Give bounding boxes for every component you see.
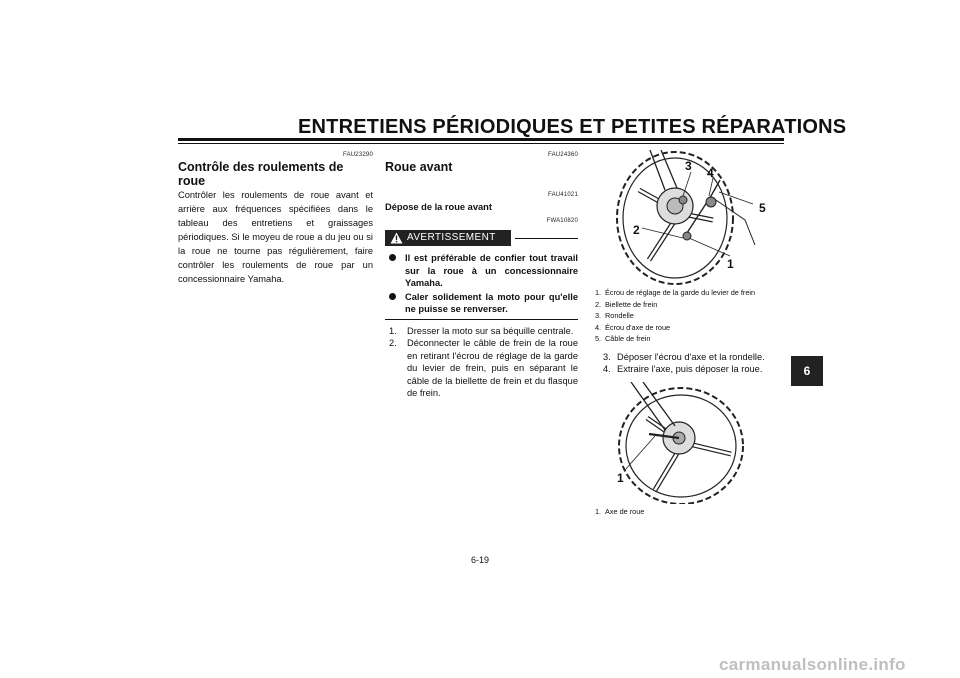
caption-item: 4. Écrou d'axe de roue [595,322,671,332]
procedure-step: 1. Dresser la moto sur sa béquille centrale. [389,325,574,336]
bullet-icon [389,254,396,261]
warning-item: Caler solidement la moto pour qu'elle ne puisse se renverser. [385,291,578,316]
procedure-step: 4. Extraire l'axe, puis déposer la roue. [603,364,763,374]
warning-header [385,230,578,248]
section-body: Contrôler les roulements de roue avant et arrière aux fréquences spécifiées dans le tableau des entretiens et graissages périodiques. Si le moyeu de roue a du jeu ou si la roue ne tourne pas régulièrement, faire contrôler les roulements de roue par un concessionnaire Yamaha. [178,190,373,284]
procedure-step: 3. Déposer l'écrou d'axe et la rondelle. [603,351,765,362]
section-heading: Contrôle des roulements de roue [178,160,344,188]
caption-item: 1. Écrou de réglage de la garde du levier de frein [595,288,756,297]
callout-5: 5 [759,201,766,215]
warning-code: FWA10820 [546,218,578,224]
warning-list [385,252,578,316]
page-number: 6-19 [470,555,489,565]
procedure-steps [385,325,578,400]
watermark: carmanualsonline.info [719,655,906,674]
caption-item: 3. Rondelle [595,311,634,320]
warning-label: AVERTISSEMENT [407,232,496,243]
bullet-icon [389,293,396,300]
subsection-code: FAU41021 [548,192,578,198]
section-code: FAU23290 [343,152,373,158]
column-2 [385,152,578,400]
subsection-heading: Dépose de la roue avant [385,202,492,212]
caption-item: 5. Câble de frein [595,334,651,343]
warning-rule [515,238,578,239]
callout-1: 1 [617,470,624,485]
figure-1-caption [595,287,785,345]
column-1 [178,152,373,286]
wheel-axle-figure [595,382,785,504]
warning-triangle-icon [390,232,403,244]
warning-end-rule [385,319,578,320]
warning-item: Il est préférable de confier tout travail sur la roue à un concessionnaire Yamaha. [385,252,578,290]
callout-2: 2 [633,223,640,237]
header-rule [178,138,784,141]
warning-badge [385,230,511,246]
column-3 [595,150,785,517]
section-heading: Roue avant [385,160,453,174]
procedure-step: 2. Déconnecter le câble de frein de la roue en retirant l'écrou de réglage de la garde du levier de frein, puis en séparant le câble de la biellette de frein et du flasque de frein. [389,338,578,398]
callout-4: 4 [707,166,714,180]
section-code: FAU24360 [548,152,578,158]
callout-3: 3 [685,159,692,173]
header-rule-thin [178,143,784,144]
figure-2-caption [595,506,785,518]
page-header-title: ENTRETIENS PÉRIODIQUES ET PETITES RÉPARATIONS [298,116,847,138]
caption-item: 2. Biellette de frein [595,299,658,309]
caption-item: 1. Axe de roue [595,506,645,516]
chapter-tab: 6 [791,356,823,386]
procedure-steps-continued [595,351,785,376]
callout-1: 1 [727,257,734,271]
front-wheel-brake-figure [595,150,785,285]
